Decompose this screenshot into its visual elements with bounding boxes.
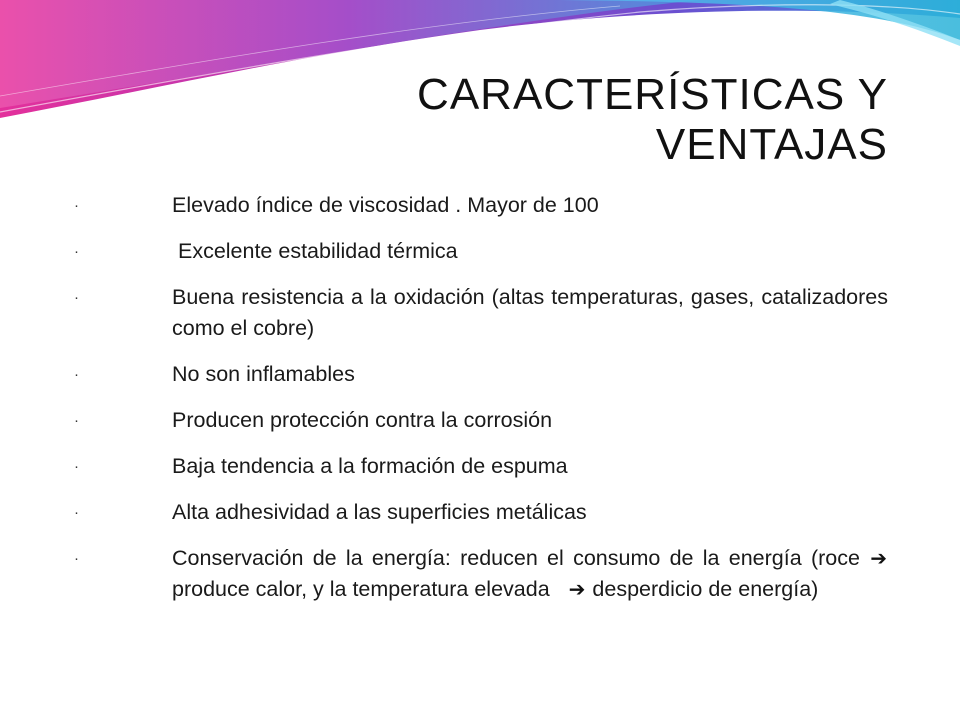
bullet-dot: ·: [74, 197, 79, 214]
bullet-dot: ·: [74, 550, 79, 567]
slide-title: [288, 70, 888, 170]
bullet-dot: ·: [74, 289, 79, 306]
right-arrow-icon: ➔: [870, 548, 887, 570]
bullet-text-part-1: Conservación de la energía: reducen el consumo de la energía (roce: [172, 546, 870, 570]
bullet-text-part-2: produce calor, y la temperatura elevada: [172, 577, 550, 601]
bullet-item: [70, 405, 888, 436]
bullet-list: [70, 190, 888, 620]
bullet-item: [70, 190, 888, 221]
bullet-dot: ·: [74, 366, 79, 383]
bullet-item-energy: [70, 543, 888, 605]
bullet-text: Alta adhesividad a las superficies metálicas: [172, 500, 587, 524]
bullet-dot: ·: [74, 458, 79, 475]
bullet-text: Producen protección contra la corrosión: [172, 408, 553, 432]
bullet-text: Baja tendencia a la formación de espuma: [172, 454, 568, 478]
bullet-item: [70, 359, 888, 390]
bullet-dot: ·: [74, 504, 79, 521]
bullet-text: Elevado índice de viscosidad . Mayor de 100: [172, 193, 599, 217]
bullet-item: [70, 451, 888, 482]
bullet-dot: ·: [74, 243, 79, 260]
slide-title-line-2: VENTAJAS: [655, 120, 888, 169]
bullet-item: [70, 282, 888, 344]
bullet-dot: ·: [74, 412, 79, 429]
bullet-item: [70, 236, 888, 267]
slide-title-line-1: CARACTERÍSTICAS Y: [417, 70, 888, 119]
bullet-text-part-3: desperdicio de energía): [592, 577, 819, 601]
bullet-text: Buena resistencia a la oxidación (altas temperaturas, gases, catalizadores como el cobre): [172, 285, 888, 340]
bullet-item: [70, 497, 888, 528]
bullet-text: Excelente estabilidad térmica: [172, 239, 458, 263]
right-arrow-icon: ➔: [568, 579, 586, 601]
bullet-text: No son inflamables: [172, 362, 355, 386]
